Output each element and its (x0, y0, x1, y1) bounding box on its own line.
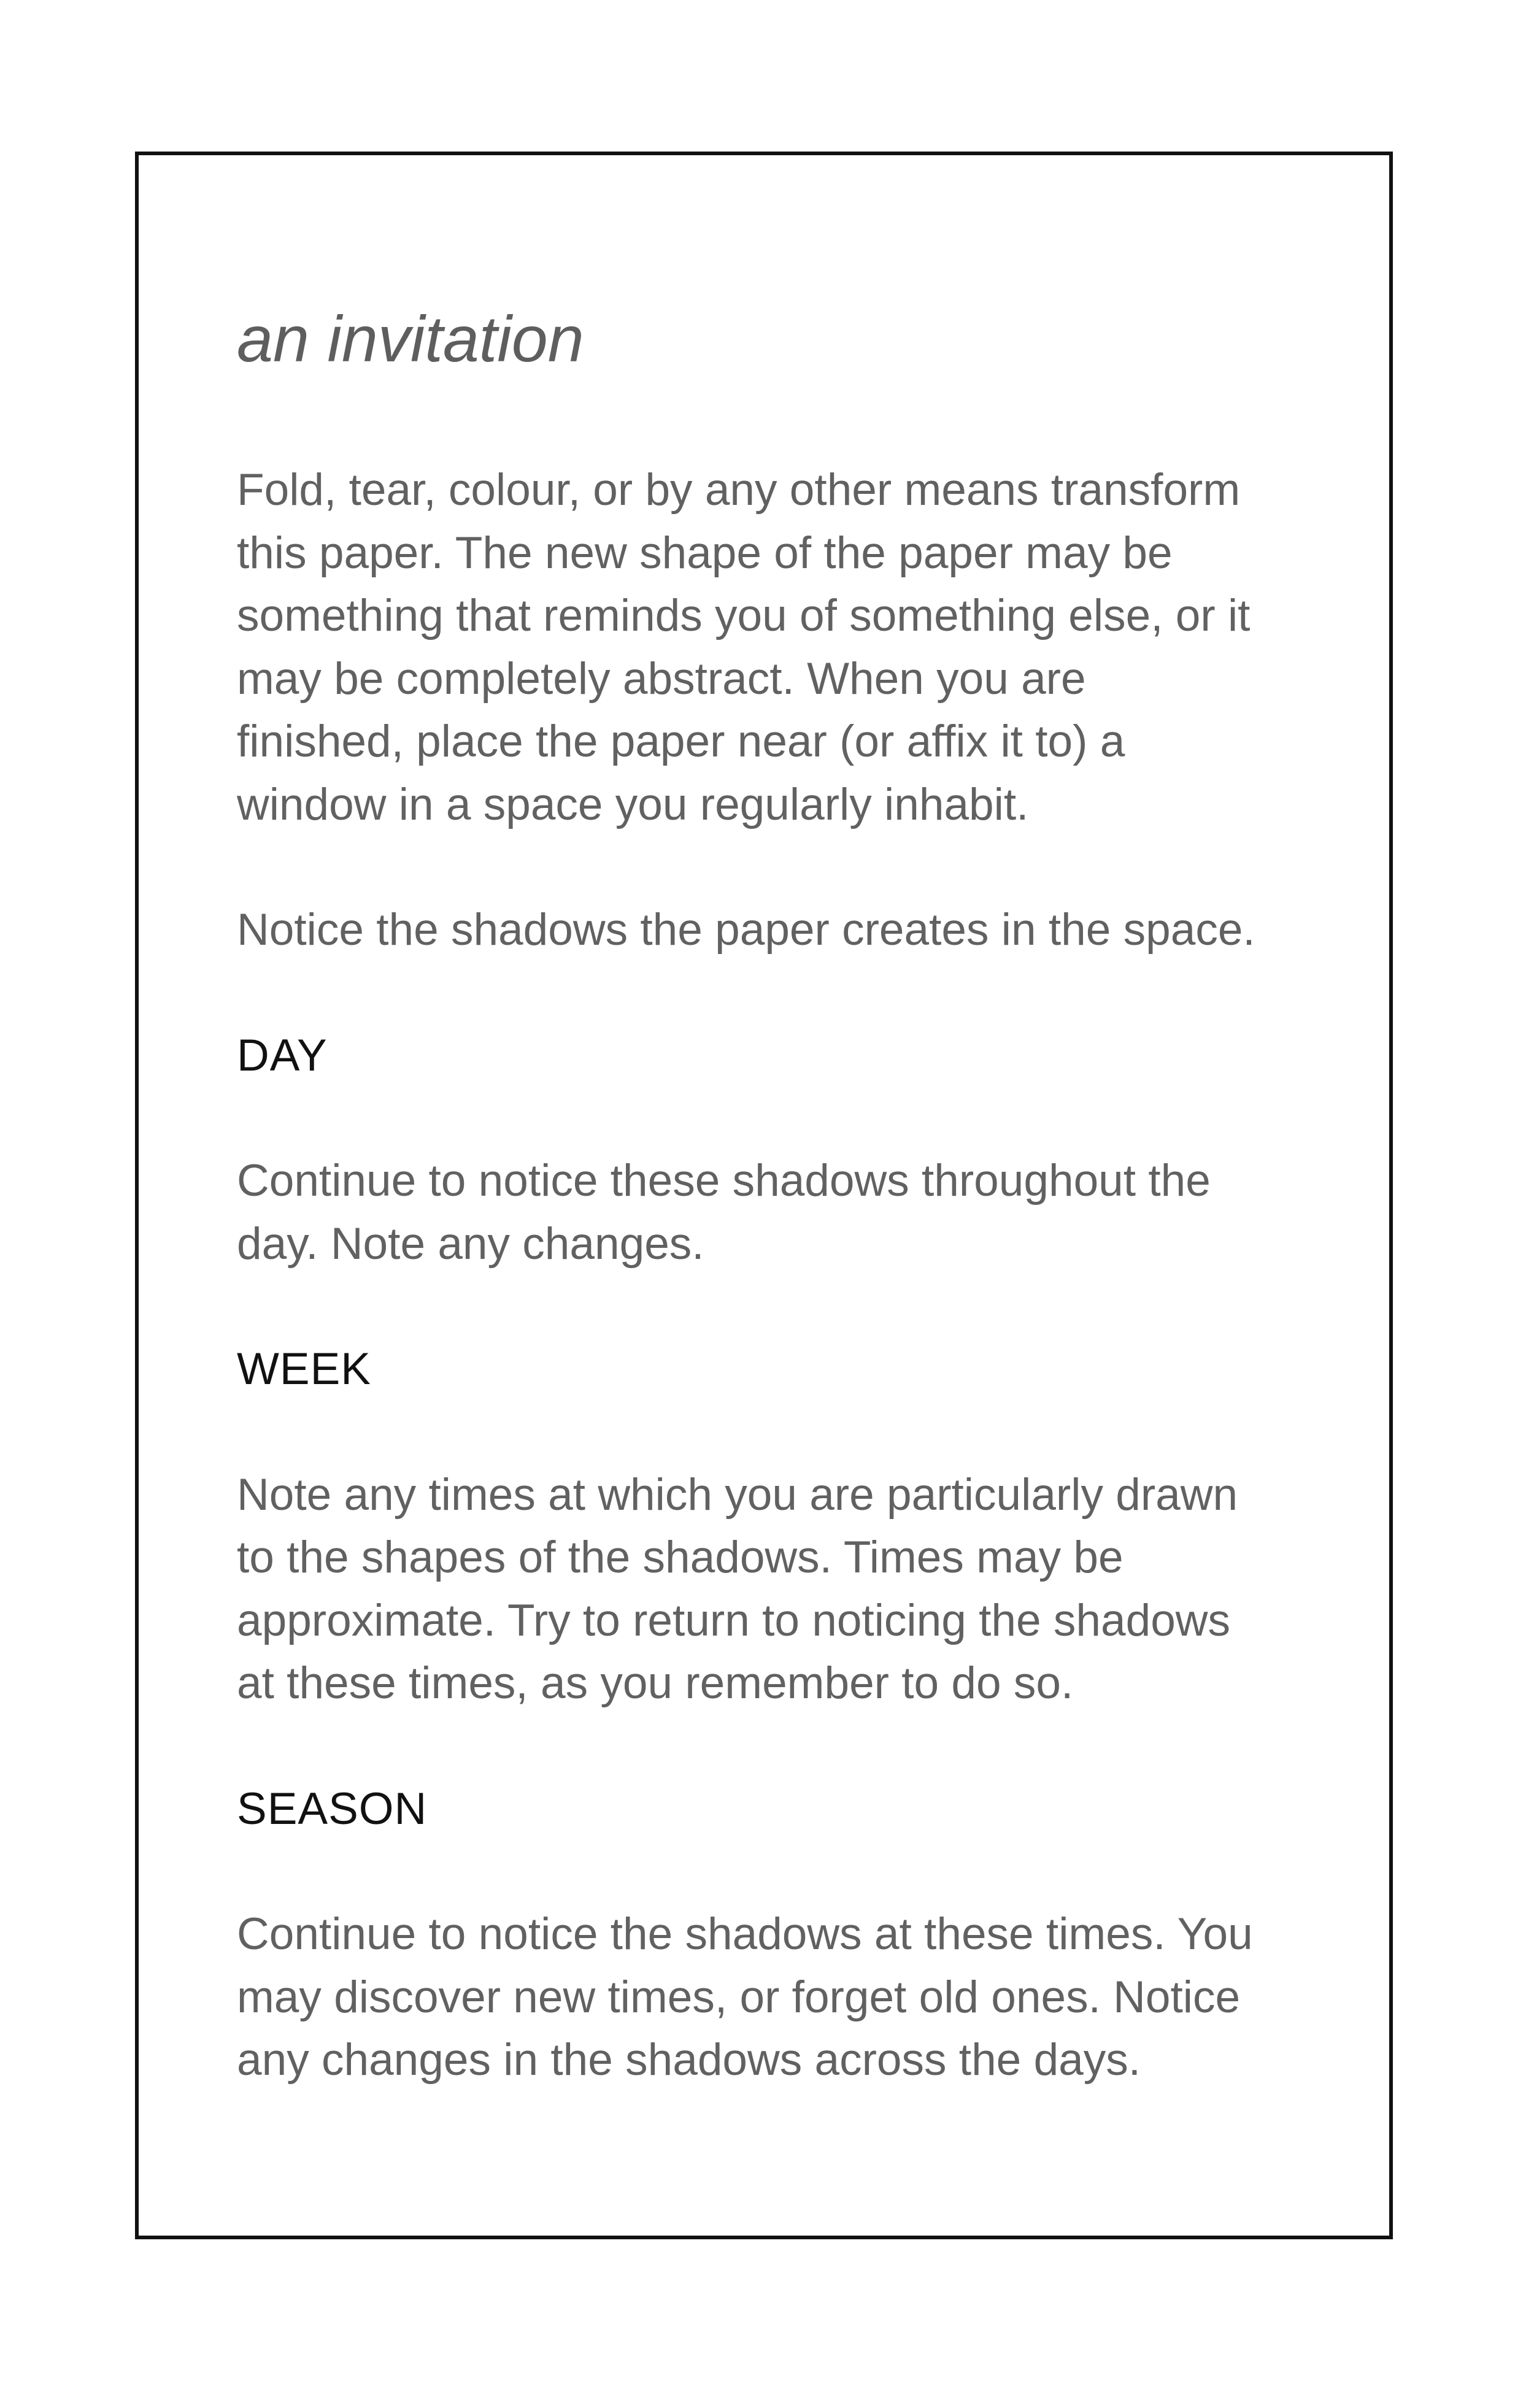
paragraph-line: day. Note any changes. (237, 1218, 704, 1269)
invitation-content (237, 302, 1317, 2155)
paragraph-line: may be completely abstract. When you are (237, 653, 1086, 704)
day-heading: DAY (237, 1030, 328, 1080)
season-heading: SEASON (237, 1783, 428, 1834)
week-heading: WEEK (237, 1344, 371, 1394)
paragraph-line: Continue to notice the shadows at these times. You (237, 1909, 1253, 1959)
paragraph-line: Fold, tear, colour, or by any other means transform (237, 465, 1241, 515)
paragraph-line: Continue to notice these shadows throughout the (237, 1156, 1211, 1206)
notice-paragraph (237, 899, 1317, 962)
paragraph-line: Notice the shadows the paper creates in the space. (237, 905, 1255, 955)
paragraph-line: something that reminds you of something else, or it (237, 591, 1251, 640)
paragraph-line: approximate. Try to return to noticing the shadows (237, 1595, 1231, 1645)
paragraph-line: may discover new times, or forget old ones. Notice (237, 1972, 1241, 2022)
paragraph-line: finished, place the paper near (or affix it to) a (237, 717, 1125, 766)
invitation-title: an invitation (237, 303, 584, 375)
paragraph-line: this paper. The new shape of the paper may be (237, 528, 1173, 578)
invitation-card (135, 152, 1393, 2239)
paragraph-line: window in a space you regularly inhabit. (237, 779, 1029, 829)
week-paragraph (237, 1464, 1317, 1715)
season-paragraph (237, 1903, 1317, 2092)
paragraph-line: any changes in the shadows across the days. (237, 2035, 1141, 2085)
paragraph-line: Note any times at which you are particularly drawn (237, 1469, 1238, 1520)
intro-paragraph (237, 459, 1317, 836)
day-paragraph (237, 1150, 1317, 1275)
paragraph-line: to the shapes of the shadows. Times may be (237, 1533, 1124, 1582)
paragraph-line: at these times, as you remember to do so. (237, 1658, 1074, 1708)
